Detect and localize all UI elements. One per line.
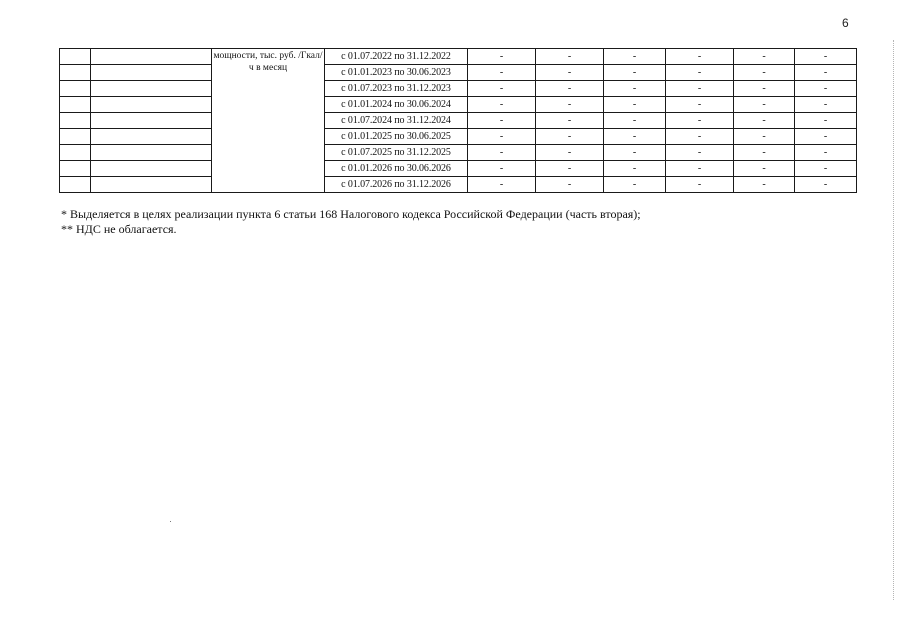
value-cell: - [468, 145, 536, 161]
period-cell: с 01.07.2026 по 31.12.2026 [325, 177, 468, 193]
value-cell: - [666, 97, 734, 113]
value-cell: - [604, 49, 666, 65]
value-cell: - [604, 145, 666, 161]
value-cell: - [795, 129, 857, 145]
row-number-cell [60, 81, 91, 97]
value-cell: - [795, 97, 857, 113]
period-cell: с 01.07.2025 по 31.12.2025 [325, 145, 468, 161]
value-cell: - [734, 81, 795, 97]
value-cell: - [468, 129, 536, 145]
period-cell: с 01.07.2023 по 31.12.2023 [325, 81, 468, 97]
value-cell: - [795, 81, 857, 97]
value-cell: - [734, 97, 795, 113]
value-cell: - [536, 113, 604, 129]
value-cell: - [604, 81, 666, 97]
value-cell: - [468, 65, 536, 81]
period-cell: с 01.07.2024 по 31.12.2024 [325, 113, 468, 129]
indicator-label-cell: мощности, тыс. руб. /Гкал/ч в месяц [212, 49, 325, 193]
value-cell: - [666, 81, 734, 97]
value-cell: - [666, 65, 734, 81]
table-row [60, 65, 857, 81]
value-cell: - [536, 81, 604, 97]
value-cell: - [468, 81, 536, 97]
value-cell: - [734, 177, 795, 193]
row-name-cell [91, 113, 212, 129]
table-row [60, 145, 857, 161]
row-name-cell [91, 49, 212, 65]
row-number-cell [60, 129, 91, 145]
value-cell: - [795, 113, 857, 129]
value-cell: - [536, 177, 604, 193]
value-cell: - [468, 161, 536, 177]
value-cell: - [734, 129, 795, 145]
page-number: 6 [842, 16, 849, 30]
row-name-cell [91, 65, 212, 81]
row-number-cell [60, 145, 91, 161]
scan-speck [170, 521, 171, 522]
value-cell: - [795, 145, 857, 161]
table-row [60, 97, 857, 113]
footnote-vat-exempt: ** НДС не облагается. [61, 222, 177, 236]
value-cell: - [666, 49, 734, 65]
scan-edge-line [893, 40, 894, 600]
row-number-cell [60, 161, 91, 177]
period-cell: с 01.01.2026 по 30.06.2026 [325, 161, 468, 177]
value-cell: - [604, 177, 666, 193]
row-name-cell [91, 81, 212, 97]
value-cell: - [536, 49, 604, 65]
value-cell: - [795, 49, 857, 65]
value-cell: - [604, 65, 666, 81]
value-cell: - [666, 161, 734, 177]
period-cell: с 01.01.2024 по 30.06.2024 [325, 97, 468, 113]
value-cell: - [795, 65, 857, 81]
value-cell: - [734, 113, 795, 129]
table-row [60, 129, 857, 145]
table-row [60, 177, 857, 193]
value-cell: - [666, 113, 734, 129]
row-name-cell [91, 161, 212, 177]
value-cell: - [536, 145, 604, 161]
value-cell: - [666, 145, 734, 161]
footnote-vat-allocation: * Выделяется в целях реализации пункта 6 статьи 168 Налогового кодекса Российской Федерации (часть вторая); [61, 207, 641, 221]
table-row [60, 81, 857, 97]
row-number-cell [60, 97, 91, 113]
value-cell: - [734, 145, 795, 161]
value-cell: - [795, 161, 857, 177]
value-cell: - [536, 129, 604, 145]
table-row [60, 49, 857, 65]
value-cell: - [536, 161, 604, 177]
value-cell: - [604, 161, 666, 177]
row-number-cell [60, 113, 91, 129]
period-cell: с 01.07.2022 по 31.12.2022 [325, 49, 468, 65]
value-cell: - [734, 49, 795, 65]
tariff-table [59, 48, 857, 193]
row-name-cell [91, 177, 212, 193]
value-cell: - [795, 177, 857, 193]
value-cell: - [604, 113, 666, 129]
value-cell: - [536, 97, 604, 113]
row-number-cell [60, 65, 91, 81]
value-cell: - [468, 113, 536, 129]
value-cell: - [468, 97, 536, 113]
value-cell: - [468, 177, 536, 193]
table-row [60, 113, 857, 129]
row-name-cell [91, 145, 212, 161]
value-cell: - [666, 129, 734, 145]
row-name-cell [91, 129, 212, 145]
row-name-cell [91, 97, 212, 113]
footnotes [61, 207, 641, 237]
period-cell: с 01.01.2025 по 30.06.2025 [325, 129, 468, 145]
row-number-cell [60, 177, 91, 193]
value-cell: - [604, 97, 666, 113]
value-cell: - [666, 177, 734, 193]
value-cell: - [536, 65, 604, 81]
table-row [60, 161, 857, 177]
period-cell: с 01.01.2023 по 30.06.2023 [325, 65, 468, 81]
value-cell: - [604, 129, 666, 145]
value-cell: - [468, 49, 536, 65]
value-cell: - [734, 65, 795, 81]
value-cell: - [734, 161, 795, 177]
tariff-table-body [60, 49, 857, 193]
row-number-cell [60, 49, 91, 65]
